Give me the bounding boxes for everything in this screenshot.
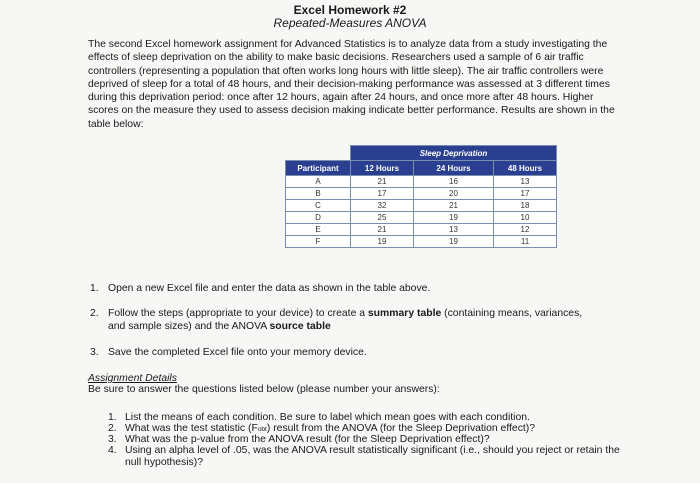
assignment-heading: Assignment Details: [88, 373, 177, 384]
question-number: 1.: [108, 412, 117, 423]
cell-12h: 25: [351, 212, 414, 224]
step-2: [90, 307, 590, 333]
cell-12h: 21: [351, 176, 414, 188]
cell-participant: B: [286, 188, 351, 200]
data-table: [285, 145, 557, 248]
cell-24h: 19: [414, 212, 494, 224]
step-number: 1.: [90, 283, 99, 294]
source-table-term: source table: [269, 321, 331, 332]
question-4: [108, 445, 628, 468]
cell-24h: 13: [414, 224, 494, 236]
step-number: 2.: [90, 308, 99, 319]
step-1: [90, 282, 430, 295]
col-header-participant: Participant: [286, 161, 351, 176]
cell-48h: 12: [494, 224, 557, 236]
cell-48h: 17: [494, 188, 557, 200]
table-row: [286, 224, 557, 236]
table-row: [286, 236, 557, 248]
step-text: [90, 307, 590, 333]
fobt-subscript: obt: [257, 426, 267, 433]
cell-participant: A: [286, 176, 351, 188]
cell-24h: 16: [414, 176, 494, 188]
col-header-24h: 24 Hours: [414, 161, 494, 176]
cell-48h: 10: [494, 212, 557, 224]
cell-participant: E: [286, 224, 351, 236]
step-number: 3.: [90, 347, 99, 358]
question-number: 4.: [108, 445, 117, 456]
question-text-part: What was the test statistic (F: [125, 423, 258, 434]
table-row: [286, 200, 557, 212]
step-text-part: Follow the steps (appropriate to your device) to create a: [108, 308, 368, 319]
question-number: 2.: [108, 423, 117, 434]
question-text: List the means of each condition. Be sure to label which mean goes with each condition.: [125, 412, 530, 423]
cell-48h: 18: [494, 200, 557, 212]
question-number: 3.: [108, 434, 117, 445]
cell-24h: 19: [414, 236, 494, 248]
step-text: Save the completed Excel file onto your memory device.: [108, 347, 367, 358]
page-subtitle: Repeated-Measures ANOVA: [273, 16, 427, 30]
table-corner: [286, 146, 351, 161]
cell-12h: 21: [351, 224, 414, 236]
summary-table-term: summary table: [367, 308, 442, 319]
cell-12h: 19: [351, 236, 414, 248]
cell-48h: 11: [494, 236, 557, 248]
cell-48h: 13: [494, 176, 557, 188]
cell-participant: C: [286, 200, 351, 212]
question-3: [108, 434, 628, 446]
step-3: [90, 346, 367, 359]
col-header-48h: 48 Hours: [494, 161, 557, 176]
group-header: Sleep Deprivation: [351, 146, 557, 161]
cell-12h: 32: [351, 200, 414, 212]
table-row: [286, 212, 557, 224]
question-text-part: ) result from the ANOVA (for the Sleep Deprivation effect)?: [266, 423, 536, 434]
col-header-12h: 12 Hours: [351, 161, 414, 176]
cell-12h: 17: [351, 188, 414, 200]
cell-24h: 21: [414, 200, 494, 212]
page-title: Excel Homework #2: [293, 3, 407, 17]
cell-participant: F: [286, 236, 351, 248]
step-text: Open a new Excel file and enter the data as shown in the table above.: [108, 283, 431, 294]
table-row: [286, 188, 557, 200]
question-text: What was the p-value from the ANOVA result (for the Sleep Deprivation effect)?: [125, 434, 490, 445]
assignment-lead: Be sure to answer the questions listed below (please number your answers):: [88, 384, 440, 395]
question-text: Using an alpha level of .05, was the ANOVA result statistically significant (i.e., should you reject or retain the null hypothesis)?: [125, 445, 620, 468]
intro-paragraph: The second Excel homework assignment for Advanced Statistics is to analyze data from a study investigating the effects of sleep deprivation on the ability to make basic decisions. Researchers used a sample of 6 air traffic controllers (representing a population that often works long hours with little sleep). The air traffic controllers were deprived of sleep for a total of 48 hours, and their decision-making performance was assessed at 3 different times during this deprivation period: once after 12 hours, again after 24 hours, and once more after 48 hours. Higher scores on the measure they used to assess decision making indicate better performance. Results are shown in the table below:: [88, 39, 615, 130]
cell-participant: D: [286, 212, 351, 224]
cell-24h: 20: [414, 188, 494, 200]
table-row: [286, 176, 557, 188]
step-text-part: (containing means, variances, and sample sizes) and the ANOVA: [108, 308, 583, 332]
question-1: [108, 412, 628, 424]
